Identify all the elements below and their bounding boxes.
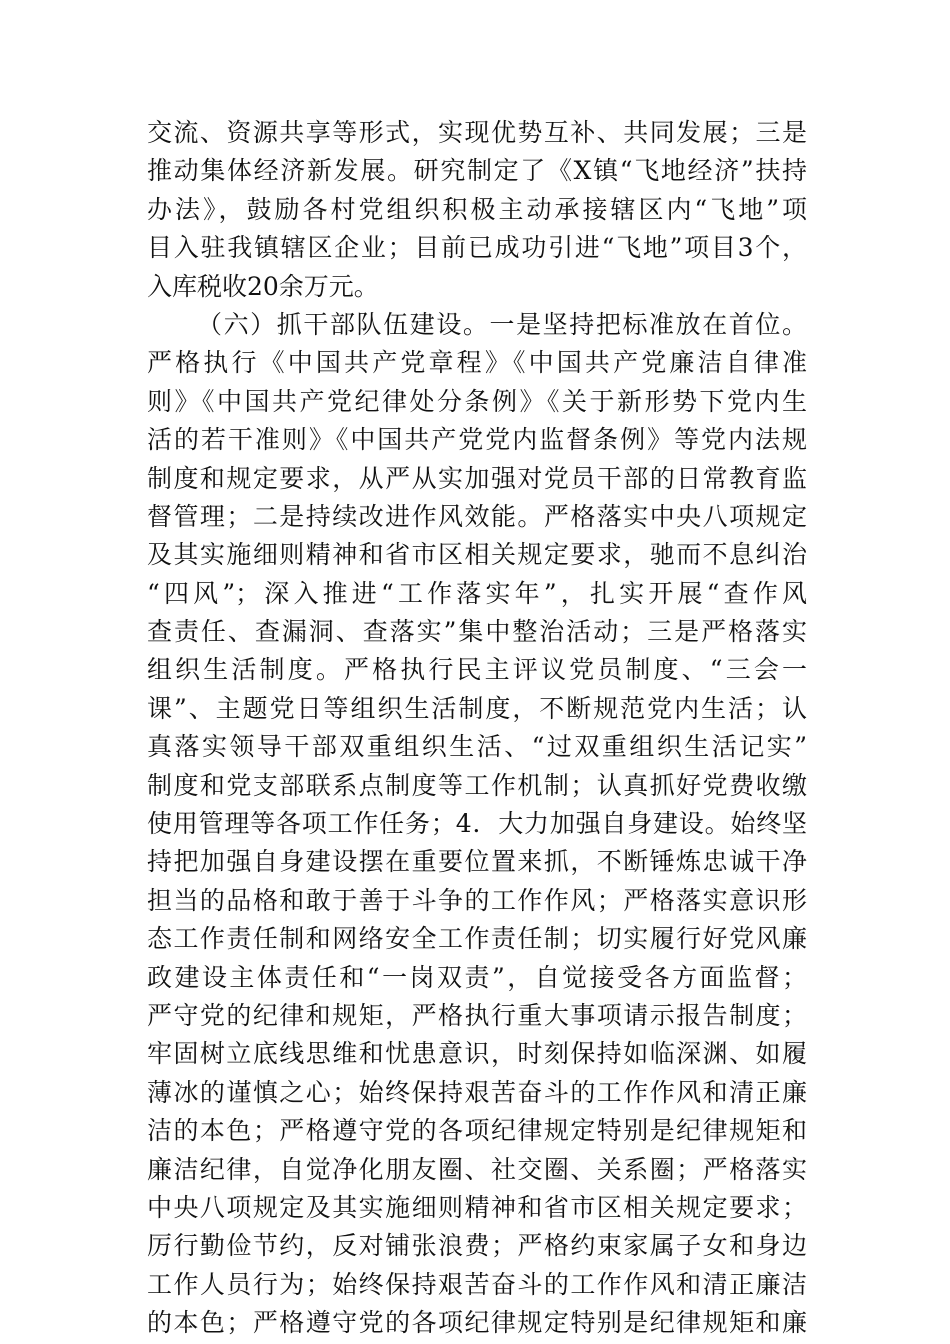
text-line: 则》《中国共产党纪律处分条例》《关于新形势下党内生 [147,386,807,416]
body-text [147,114,807,1343]
text-line: 厉行勤俭节约，反对铺张浪费；严格约束家属子女和身边 [147,1231,807,1261]
text-line: 薄冰的谨慎之心；始终保持艰苦奋斗的工作作风和清正廉 [147,1077,807,1107]
text-line: 推动集体经济新发展。研究制定了《X镇“飞地经济”扶持 [147,156,807,186]
text-line: 目入驻我镇辖区企业；目前已成功引进“飞地”项目3个， [147,233,807,263]
text-line: 办法》，鼓励各村党组织积极主动承接辖区内“飞地”项 [147,194,807,224]
text-line: 使用管理等各项工作任务；4．大力加强自身建设。始终坚 [147,809,807,839]
text-line: 牢固树立底线思维和忧患意识，时刻保持如临深渊、如履 [147,1039,807,1069]
text-line: 态工作责任制和网络安全工作责任制；切实履行好党风廉 [147,924,807,954]
text-line: 课”、主题党日等组织生活制度，不断规范党内生活；认 [147,693,807,723]
text-line: 入库税收20余万元。 [147,271,379,301]
text-line: 廉洁纪律，自觉净化朋友圈、社交圈、关系圈；严格落实 [147,1154,807,1184]
paragraph-first-line: （六）抓干部队伍建设。一是坚持把标准放在首位。 [197,309,807,339]
text-line: 活的若干准则》《中国共产党党内监督条例》等党内法规 [147,425,807,455]
text-line: 真落实领导干部双重组织生活、“过双重组织生活记实” [147,732,807,762]
text-line: “四风”；深入推进“工作落实年”，扎实开展“查作风 [147,578,807,608]
text-line: 查责任、查漏洞、查落实”集中整治活动；三是严格落实 [147,617,807,647]
text-line: 严格执行《中国共产党章程》《中国共产党廉洁自律准 [147,348,807,378]
text-line: 政建设主体责任和“一岗双责”，自觉接受各方面监督； [147,962,807,992]
text-line: 督管理；二是持续改进作风效能。严格落实中央八项规定 [147,501,807,531]
text-line: 严守党的纪律和规矩，严格执行重大事项请示报告制度； [147,1000,807,1030]
text-line: 制度和规定要求，从严从实加强对党员干部的日常教育监 [147,463,807,493]
text-line: 及其实施细则精神和省市区相关规定要求，驰而不息纠治 [147,540,807,570]
text-line: 的本色；严格遵守党的各项纪律规定特别是纪律规矩和廉 [147,1308,807,1338]
text-line: 中央八项规定及其实施细则精神和省市区相关规定要求； [147,1192,807,1222]
text-line: 制度和党支部联系点制度等工作机制；认真抓好党费收缴 [147,770,807,800]
text-line: 洁的本色；严格遵守党的各项纪律规定特别是纪律规矩和 [147,1116,807,1146]
text-line: 交流、资源共享等形式，实现优势互补、共同发展；三是 [147,118,807,147]
text-line: 组织生活制度。严格执行民主评议党员制度、“三会一 [147,655,807,685]
text-line: 担当的品格和敢于善于斗争的工作作风；严格落实意识形 [147,885,807,915]
text-line: 持把加强自身建设摆在重要位置来抓，不断锤炼忠诚干净 [147,847,807,877]
text-line: 工作人员行为；始终保持艰苦奋斗的工作作风和清正廉洁 [147,1269,807,1299]
